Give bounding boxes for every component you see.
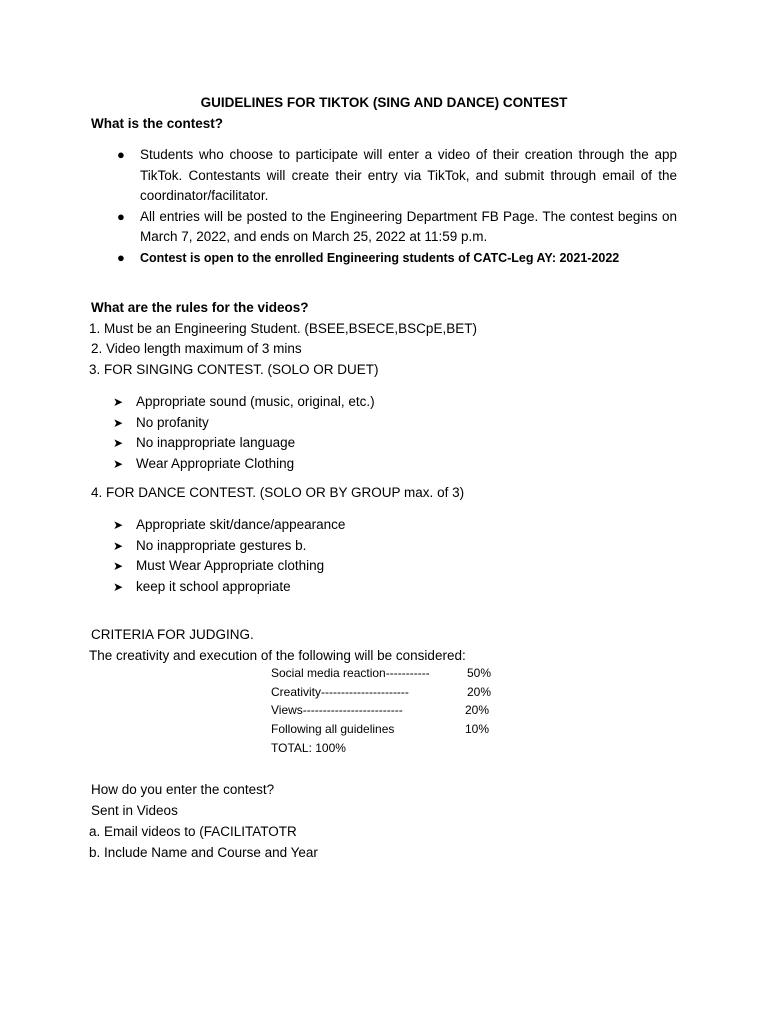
rule-2: 2. Video length maximum of 3 mins: [91, 341, 302, 356]
table-row: [271, 684, 492, 704]
singing-rules-list: [113, 392, 375, 474]
criterion-label: Views-------------------------: [271, 703, 403, 718]
list-item-text: Wear Appropriate Clothing: [136, 455, 295, 471]
criteria-total: TOTAL: 100%: [271, 740, 346, 755]
list-item: [113, 454, 375, 475]
entry-step-b: b. Include Name and Course and Year: [89, 845, 318, 860]
criteria-table: [271, 666, 492, 759]
table-row: [271, 722, 490, 741]
rule-1: 1. Must be an Engineering Student. (BSEE,BSECE,BSCpE,BET): [89, 321, 477, 336]
entry-step-a: a. Email videos to (FACILITATOTR: [89, 824, 297, 839]
list-item: [117, 248, 677, 269]
list-item: [113, 392, 375, 413]
contest-bullet-list: [117, 145, 677, 269]
dance-rules-list: [113, 515, 345, 597]
list-item: [113, 577, 345, 598]
arrow-bullet-icon: ➤: [113, 436, 124, 451]
criterion-percent: 20%: [465, 703, 490, 718]
arrow-bullet-icon: ➤: [113, 456, 124, 471]
list-item-text: Must Wear Appropriate clothing: [136, 558, 325, 574]
list-item: [117, 145, 677, 207]
list-item: [113, 556, 345, 577]
criterion-label: Social media reaction-----------: [271, 666, 430, 680]
list-item-text: Appropriate sound (music, original, etc.): [136, 394, 375, 409]
contest-heading: What is the contest?: [91, 116, 224, 131]
rule-3: 3. FOR SINGING CONTEST. (SOLO OR DUET): [89, 362, 379, 377]
entry-subheading: Sent in Videos: [91, 803, 178, 818]
arrow-bullet-icon: ➤: [113, 559, 124, 574]
arrow-bullet-icon: ➤: [113, 395, 124, 409]
bullet-icon: ●: [117, 147, 125, 162]
list-item-text: No inappropriate gestures b.: [136, 537, 307, 553]
criterion-label: Creativity----------------------: [271, 684, 409, 699]
criterion-percent: 50%: [467, 666, 492, 680]
rule-4: 4. FOR DANCE CONTEST. (SOLO OR BY GROUP max. of 3): [91, 485, 465, 500]
arrow-bullet-icon: ➤: [113, 518, 124, 532]
bullet-icon: ●: [117, 249, 125, 265]
table-row: [271, 703, 490, 722]
document-title: GUIDELINES FOR TIKTOK (SING AND DANCE) CONTEST: [200, 95, 568, 110]
criterion-label: Following all guidelines: [271, 722, 395, 737]
criterion-percent: 10%: [465, 722, 490, 737]
list-item-text: No inappropriate language: [136, 435, 296, 451]
list-item: [113, 433, 375, 454]
table-row: [271, 666, 492, 685]
list-item: [117, 207, 677, 248]
judging-heading: CRITERIA FOR JUDGING.: [91, 627, 254, 642]
bullet-text: Contest is open to the enrolled Engineering students of CATC-Leg AY: 2021-2022: [140, 250, 620, 265]
arrow-bullet-icon: ➤: [113, 579, 124, 594]
criterion-percent: 20%: [467, 684, 492, 699]
list-item-text: Appropriate skit/dance/appearance: [136, 517, 346, 532]
bullet-icon: ●: [117, 208, 125, 224]
list-item: [113, 413, 375, 434]
judging-intro: The creativity and execution of the following will be considered:: [89, 648, 466, 663]
list-item-text: No profanity: [136, 414, 209, 430]
rules-heading: What are the rules for the videos?: [91, 300, 309, 315]
bullet-text: Students who choose to participate will enter a video of their creation through the app TikTok. Contestants will create their entry via TikTok, and submit through email of the coordinator/facilitator.: [140, 147, 677, 204]
list-item-text: keep it school appropriate: [136, 578, 291, 594]
list-item: [113, 515, 345, 536]
entry-heading: How do you enter the contest?: [91, 782, 275, 797]
list-item: [113, 536, 345, 557]
bullet-text: All entries will be posted to the Engineering Department FB Page. The contest begins on March 7, 2022, and ends on March 25, 2022 at 11:59 p.m.: [140, 208, 677, 245]
arrow-bullet-icon: ➤: [113, 538, 124, 553]
arrow-bullet-icon: ➤: [113, 415, 124, 430]
